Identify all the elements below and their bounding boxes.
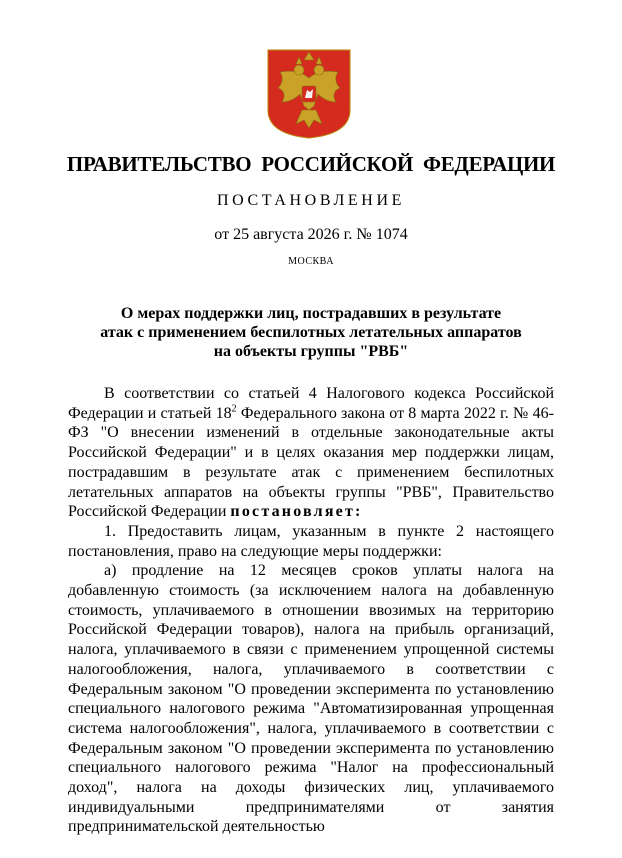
government-title: ПРАВИТЕЛЬСТВО РОССИЙСКОЙ ФЕДЕРАЦИИ [66,152,556,176]
emblem-icon [266,48,352,140]
heading-line-3: на объекты группы "РВБ" [213,343,409,360]
paragraph-1: 1. Предоставить лицам, указанным в пункте 2 настоящего постановления, право на следующие меры поддержки: [68,522,554,560]
document-date-number: от 25 августа 2026 г. № 1074 [214,226,408,243]
preamble-text-1: В соответствии со статьей 4 Налогового кодекса Российской Федерации и статьей 18 [68,385,554,422]
document-city: МОСКВА [288,256,334,267]
preamble-paragraph [68,384,554,522]
heading-line-2: атак с применением беспилотных летательных аппаратов [100,324,522,341]
paragraph-1a: а) продление на 12 месяцев сроков уплаты налога на добавленную стоимость (за исключением налога на добавленную стоимость, уплачиваемого в отношении ввозимых на территорию Российской Федерации товаров), налога на прибыль организаций, налога, уплачиваемого в связи с применением упрощенной системы налогообложения, налога, уплачиваемого в соответствии с Федеральным законом "О проведении эксперимента по установлению специального налогового режима "Автоматизированная упрощенная система налогообложения", налога, уплачиваемого в соответствии с Федеральным законом "О проведении эксперимента по установлению специального налогового режима "Налог на профессиональный доход", налога на доходы физических лиц, уплачиваемого индивидуальными предпринимателями от занятия предпринимательской деятельностью [68,562,554,836]
article-superscript: 2 [231,403,237,415]
preamble-text-2: Федерального закона от 8 марта 2022 г. № 46-ФЗ "О внесении изменений в отдельные законодательные акты Российской Федерации" и в целях оказания мер поддержки лицам, пострадавшим в результате атак с применением беспилотных летательных аппаратов на объекты группы "РВБ", Правительство Российской Федерации [68,404,554,521]
heading-line-1: О мерах поддержки лиц, пострадавших в результате [120,305,502,322]
document-body [68,384,554,837]
document-type: ПОСТАНОВЛЕНИЕ [217,192,405,209]
document-heading [60,304,562,361]
decree-word: постановляет: [230,503,363,521]
